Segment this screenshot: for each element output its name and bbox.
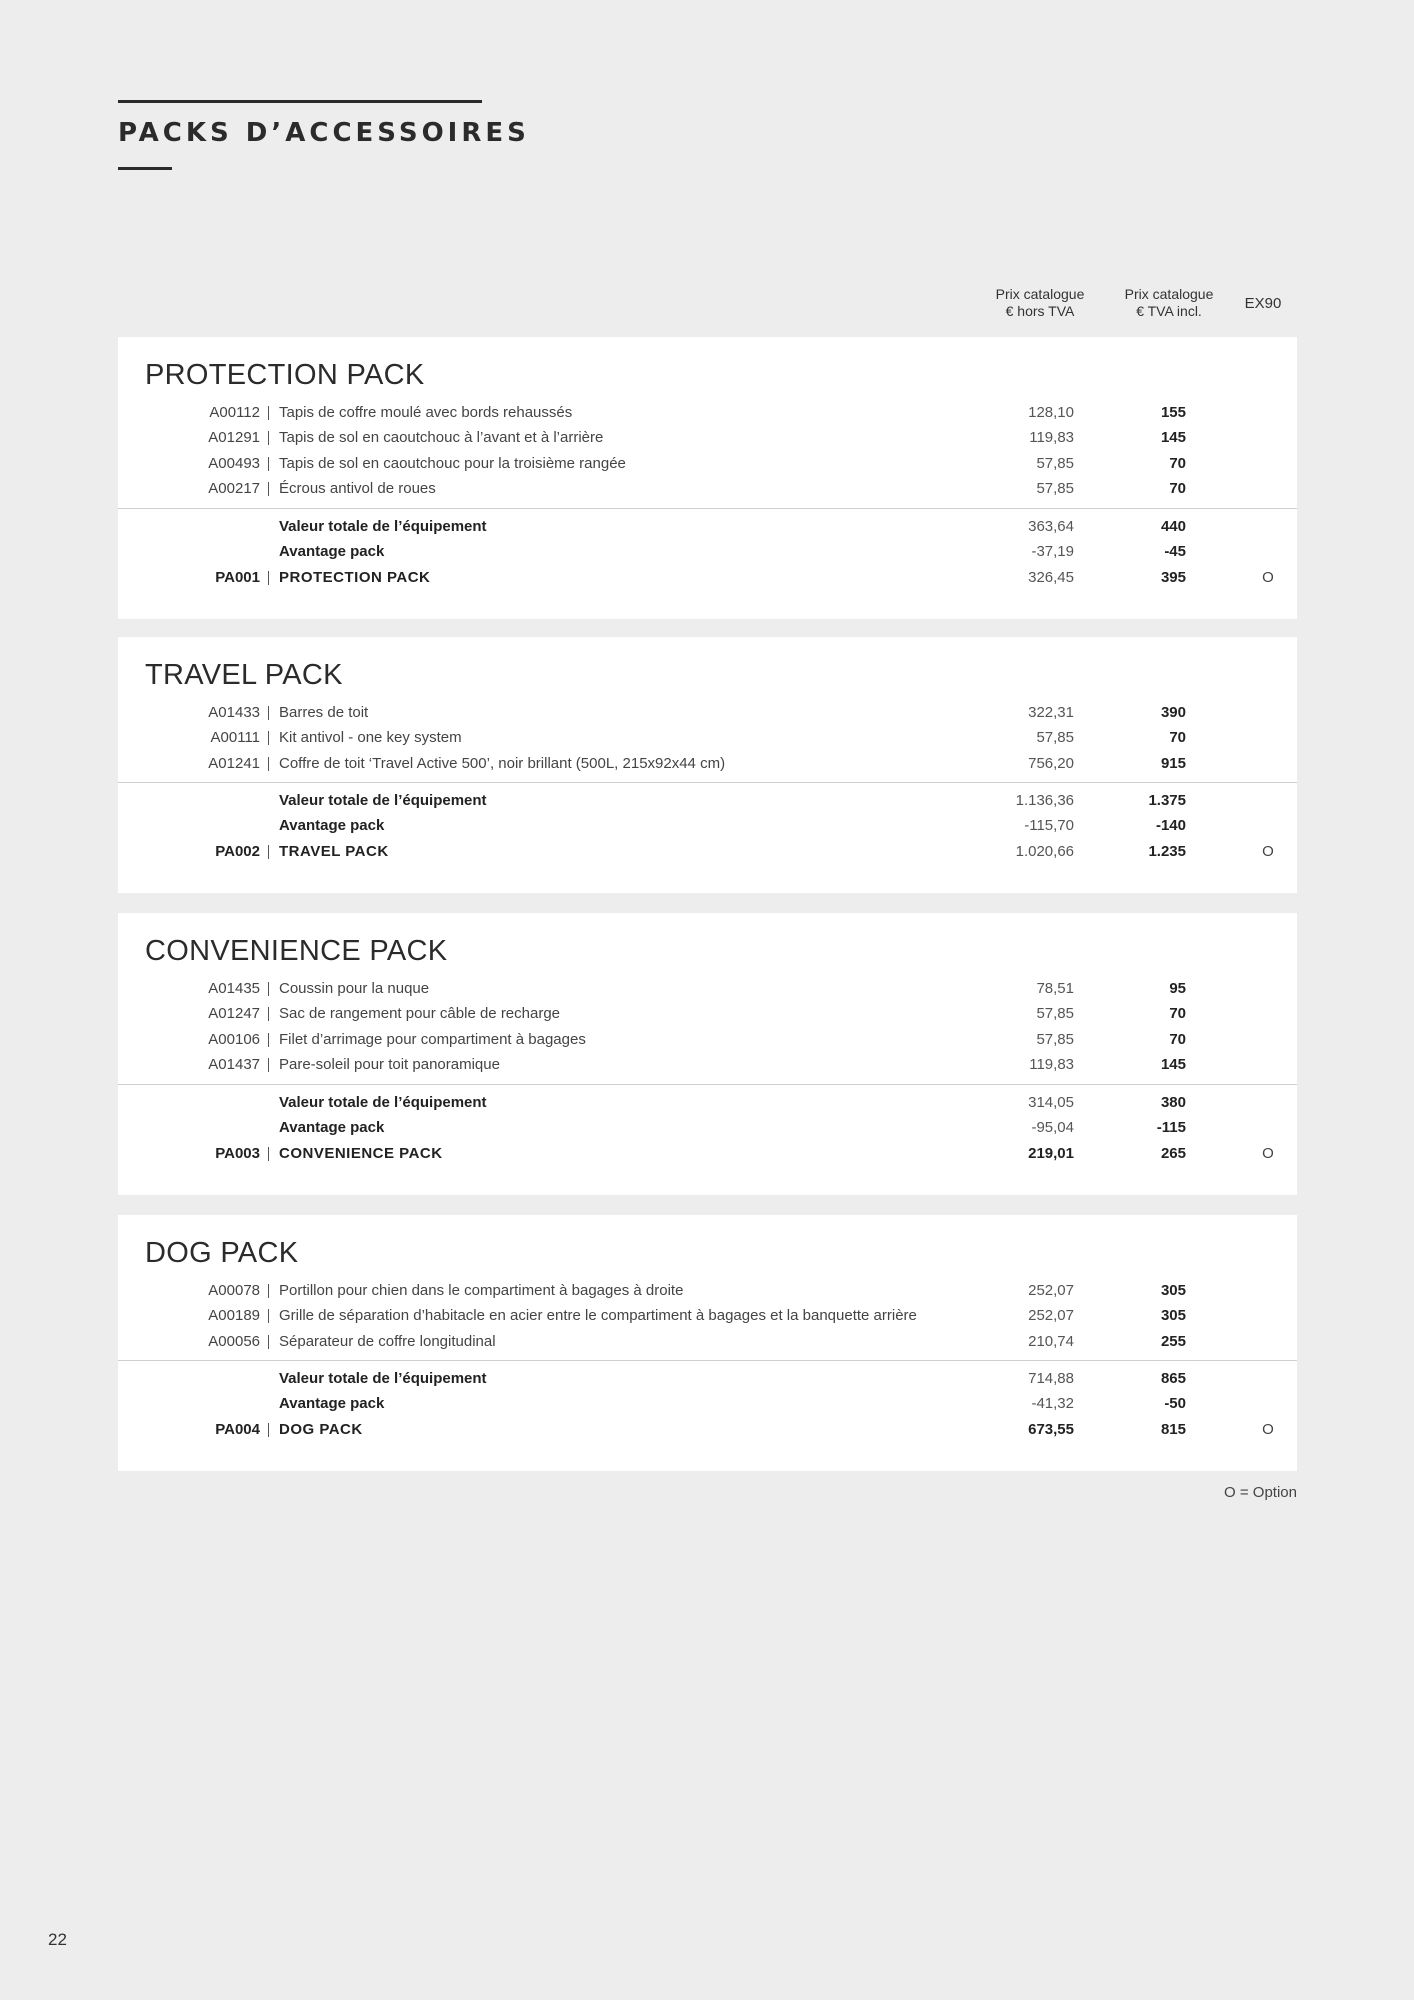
- pack-price-row: [118, 1141, 1297, 1166]
- separator: [268, 571, 269, 585]
- item-code: A01291: [208, 429, 260, 446]
- price-excl-vat: 252,07: [1028, 1282, 1074, 1299]
- separator: [268, 845, 269, 859]
- total-price-excl-vat: 314,05: [1028, 1094, 1074, 1111]
- item-description: Coffre de toit ‘Travel Active 500’, noir brillant (500L, 215x92x44 cm): [279, 755, 726, 772]
- price-incl-vat: 305: [1160, 1282, 1186, 1299]
- table-row: [118, 700, 1297, 725]
- table-row: [118, 1278, 1297, 1303]
- item-description: Filet d’arrimage pour compartiment à bagages: [279, 1031, 586, 1048]
- item-description: Tapis de coffre moulé avec bords rehaussés: [279, 404, 573, 421]
- pack-title: PROTECTION PACK: [145, 359, 425, 391]
- divider: [118, 1360, 1297, 1361]
- divider: [118, 782, 1297, 783]
- price-excl-vat: 78,51: [1036, 980, 1074, 997]
- advantage-price-incl-vat: -45: [1164, 543, 1186, 560]
- price-incl-vat: 70: [1169, 729, 1186, 746]
- column-header-price-incl-vat: Prix catalogue € TVA incl.: [1124, 286, 1214, 319]
- advantage-price-incl-vat: -115: [1156, 1119, 1186, 1136]
- option-marker: O: [1262, 843, 1274, 860]
- item-code: A01433: [208, 704, 260, 721]
- pack-code: PA004: [215, 1421, 260, 1438]
- option-marker: O: [1262, 1145, 1274, 1162]
- table-row: [118, 425, 1297, 450]
- advantage-row: [118, 813, 1297, 838]
- table-row: [118, 725, 1297, 750]
- advantage-row: [118, 539, 1297, 564]
- pack-label: DOG PACK: [279, 1421, 363, 1438]
- pack-label: CONVENIENCE PACK: [279, 1145, 443, 1162]
- advantage-price-excl-vat: -115,70: [1024, 817, 1074, 834]
- separator: [268, 457, 269, 471]
- advantage-price-incl-vat: -140: [1155, 817, 1186, 834]
- advantage-label: Avantage pack: [279, 817, 385, 834]
- total-price-incl-vat: 440: [1160, 518, 1186, 535]
- pack-price-excl-vat: 1.020,66: [1015, 843, 1074, 860]
- total-row: [118, 514, 1297, 539]
- price-incl-vat: 255: [1160, 1333, 1186, 1350]
- item-description: Tapis de sol en caoutchouc à l’avant et à l’arrière: [279, 429, 604, 446]
- price-excl-vat: 57,85: [1036, 729, 1074, 746]
- pack-code: PA001: [215, 569, 260, 586]
- price-incl-vat: 70: [1169, 1031, 1186, 1048]
- advantage-price-excl-vat: -37,19: [1031, 543, 1074, 560]
- price-excl-vat: 119,83: [1029, 1056, 1074, 1073]
- item-code: A00106: [208, 1031, 260, 1048]
- price-incl-vat: 70: [1169, 1005, 1186, 1022]
- page-title: PACKS D’ACCESSOIRES: [118, 118, 530, 148]
- total-row: [118, 1090, 1297, 1115]
- separator: [268, 1147, 269, 1161]
- item-description: Coussin pour la nuque: [279, 980, 430, 997]
- item-code: A01435: [208, 980, 260, 997]
- table-row: [118, 751, 1297, 776]
- top-rule: [118, 100, 482, 103]
- pack-price-row: [118, 565, 1297, 590]
- item-description: Portillon pour chien dans le compartiment à bagages à droite: [279, 1282, 684, 1299]
- pack-price-excl-vat: 326,45: [1028, 569, 1074, 586]
- advantage-label: Avantage pack: [279, 543, 385, 560]
- table-row: [118, 400, 1297, 425]
- total-price-excl-vat: 363,64: [1028, 518, 1074, 535]
- column-header-price-excl-vat: Prix catalogue € hors TVA: [995, 286, 1085, 319]
- divider: [118, 1084, 1297, 1085]
- price-incl-vat: 390: [1160, 704, 1186, 721]
- item-code: A00078: [208, 1282, 260, 1299]
- item-description: Séparateur de coffre longitudinal: [279, 1333, 496, 1350]
- pack-price-incl-vat: 265: [1160, 1145, 1186, 1162]
- pack-title: TRAVEL PACK: [145, 659, 343, 691]
- pack-label: PROTECTION PACK: [279, 569, 431, 586]
- price-incl-vat: 305: [1160, 1307, 1186, 1324]
- item-code: A01437: [208, 1056, 260, 1073]
- price-excl-vat: 57,85: [1036, 455, 1074, 472]
- pack-code: PA003: [215, 1145, 260, 1162]
- pack-card-protection: [118, 337, 1297, 619]
- price-incl-vat: 70: [1169, 480, 1186, 497]
- table-row: [118, 451, 1297, 476]
- item-description: Pare-soleil pour toit panoramique: [279, 1056, 500, 1073]
- option-marker: O: [1262, 1421, 1274, 1438]
- pack-card-dog: [118, 1215, 1297, 1471]
- item-description: Kit antivol - one key system: [279, 729, 462, 746]
- pack-title: DOG PACK: [145, 1237, 299, 1269]
- total-price-excl-vat: 1.136,36: [1015, 792, 1074, 809]
- title-underline: [118, 167, 172, 170]
- separator: [268, 757, 269, 771]
- price-excl-vat: 128,10: [1028, 404, 1074, 421]
- advantage-price-incl-vat: -50: [1164, 1395, 1186, 1412]
- item-description: Écrous antivol de roues: [279, 480, 436, 497]
- advantage-price-excl-vat: -95,04: [1031, 1119, 1074, 1136]
- advantage-price-excl-vat: -41,32: [1031, 1395, 1074, 1412]
- pack-price-excl-vat: 673,55: [1028, 1421, 1074, 1438]
- separator: [268, 1007, 269, 1021]
- pack-price-excl-vat: 219,01: [1028, 1145, 1074, 1162]
- item-description: Grille de séparation d’habitacle en acier entre le compartiment à bagages et la banquette arrière: [279, 1307, 917, 1324]
- total-label: Valeur totale de l’équipement: [279, 1094, 487, 1111]
- item-code: A00111: [210, 729, 260, 746]
- separator: [268, 1033, 269, 1047]
- price-incl-vat: 95: [1169, 980, 1186, 997]
- table-row: [118, 1329, 1297, 1354]
- advantage-label: Avantage pack: [279, 1395, 385, 1412]
- total-price-incl-vat: 380: [1160, 1094, 1186, 1111]
- separator: [268, 482, 269, 496]
- total-price-incl-vat: 865: [1160, 1370, 1186, 1387]
- price-excl-vat: 57,85: [1036, 1031, 1074, 1048]
- separator: [268, 731, 269, 745]
- item-code: A00112: [209, 404, 260, 421]
- item-code: A01241: [208, 755, 260, 772]
- price-excl-vat: 210,74: [1028, 1333, 1074, 1350]
- pack-code: PA002: [215, 843, 260, 860]
- table-row: [118, 476, 1297, 501]
- price-incl-vat: 155: [1160, 404, 1186, 421]
- pack-price-incl-vat: 395: [1160, 569, 1186, 586]
- price-excl-vat: 252,07: [1028, 1307, 1074, 1324]
- table-row: [118, 1001, 1297, 1026]
- advantage-label: Avantage pack: [279, 1119, 385, 1136]
- pack-price-row: [118, 839, 1297, 864]
- price-excl-vat: 322,31: [1028, 704, 1074, 721]
- total-label: Valeur totale de l’équipement: [279, 518, 487, 535]
- divider: [118, 508, 1297, 509]
- item-description: Sac de rangement pour câble de recharge: [279, 1005, 561, 1022]
- option-marker: O: [1262, 569, 1274, 586]
- column-header-model: EX90: [1244, 295, 1282, 312]
- separator: [268, 431, 269, 445]
- pack-card-convenience: [118, 913, 1297, 1195]
- pack-label: TRAVEL PACK: [279, 843, 389, 860]
- price-incl-vat: 145: [1160, 429, 1186, 446]
- pack-price-incl-vat: 815: [1160, 1421, 1186, 1438]
- item-description: Tapis de sol en caoutchouc pour la troisième rangée: [279, 455, 626, 472]
- separator: [268, 1058, 269, 1072]
- item-code: A00217: [208, 480, 260, 497]
- price-excl-vat: 119,83: [1029, 429, 1074, 446]
- total-price-excl-vat: 714,88: [1028, 1370, 1074, 1387]
- separator: [268, 406, 269, 420]
- total-price-incl-vat: 1.375: [1148, 792, 1186, 809]
- price-incl-vat: 145: [1160, 1056, 1186, 1073]
- total-label: Valeur totale de l’équipement: [279, 1370, 487, 1387]
- table-row: [118, 976, 1297, 1001]
- price-excl-vat: 57,85: [1036, 480, 1074, 497]
- table-row: [118, 1027, 1297, 1052]
- separator: [268, 1284, 269, 1298]
- separator: [268, 706, 269, 720]
- pack-title: CONVENIENCE PACK: [145, 935, 448, 967]
- separator: [268, 1335, 269, 1349]
- total-row: [118, 788, 1297, 813]
- total-label: Valeur totale de l’équipement: [279, 792, 487, 809]
- table-row: [118, 1052, 1297, 1077]
- price-excl-vat: 756,20: [1028, 755, 1074, 772]
- separator: [268, 1423, 269, 1437]
- pack-price-row: [118, 1417, 1297, 1442]
- item-code: A00493: [208, 455, 260, 472]
- page-number: 22: [48, 1930, 67, 1949]
- advantage-row: [118, 1391, 1297, 1416]
- option-legend: O = Option: [1224, 1484, 1297, 1501]
- pack-card-travel: [118, 637, 1297, 893]
- price-excl-vat: 57,85: [1036, 1005, 1074, 1022]
- item-code: A00189: [208, 1307, 260, 1324]
- table-row: [118, 1303, 1297, 1328]
- separator: [268, 1309, 269, 1323]
- total-row: [118, 1366, 1297, 1391]
- advantage-row: [118, 1115, 1297, 1140]
- item-code: A01247: [208, 1005, 260, 1022]
- separator: [268, 982, 269, 996]
- item-description: Barres de toit: [279, 704, 369, 721]
- pack-price-incl-vat: 1.235: [1148, 843, 1186, 860]
- price-incl-vat: 70: [1169, 455, 1186, 472]
- price-incl-vat: 915: [1160, 755, 1186, 772]
- item-code: A00056: [208, 1333, 260, 1350]
